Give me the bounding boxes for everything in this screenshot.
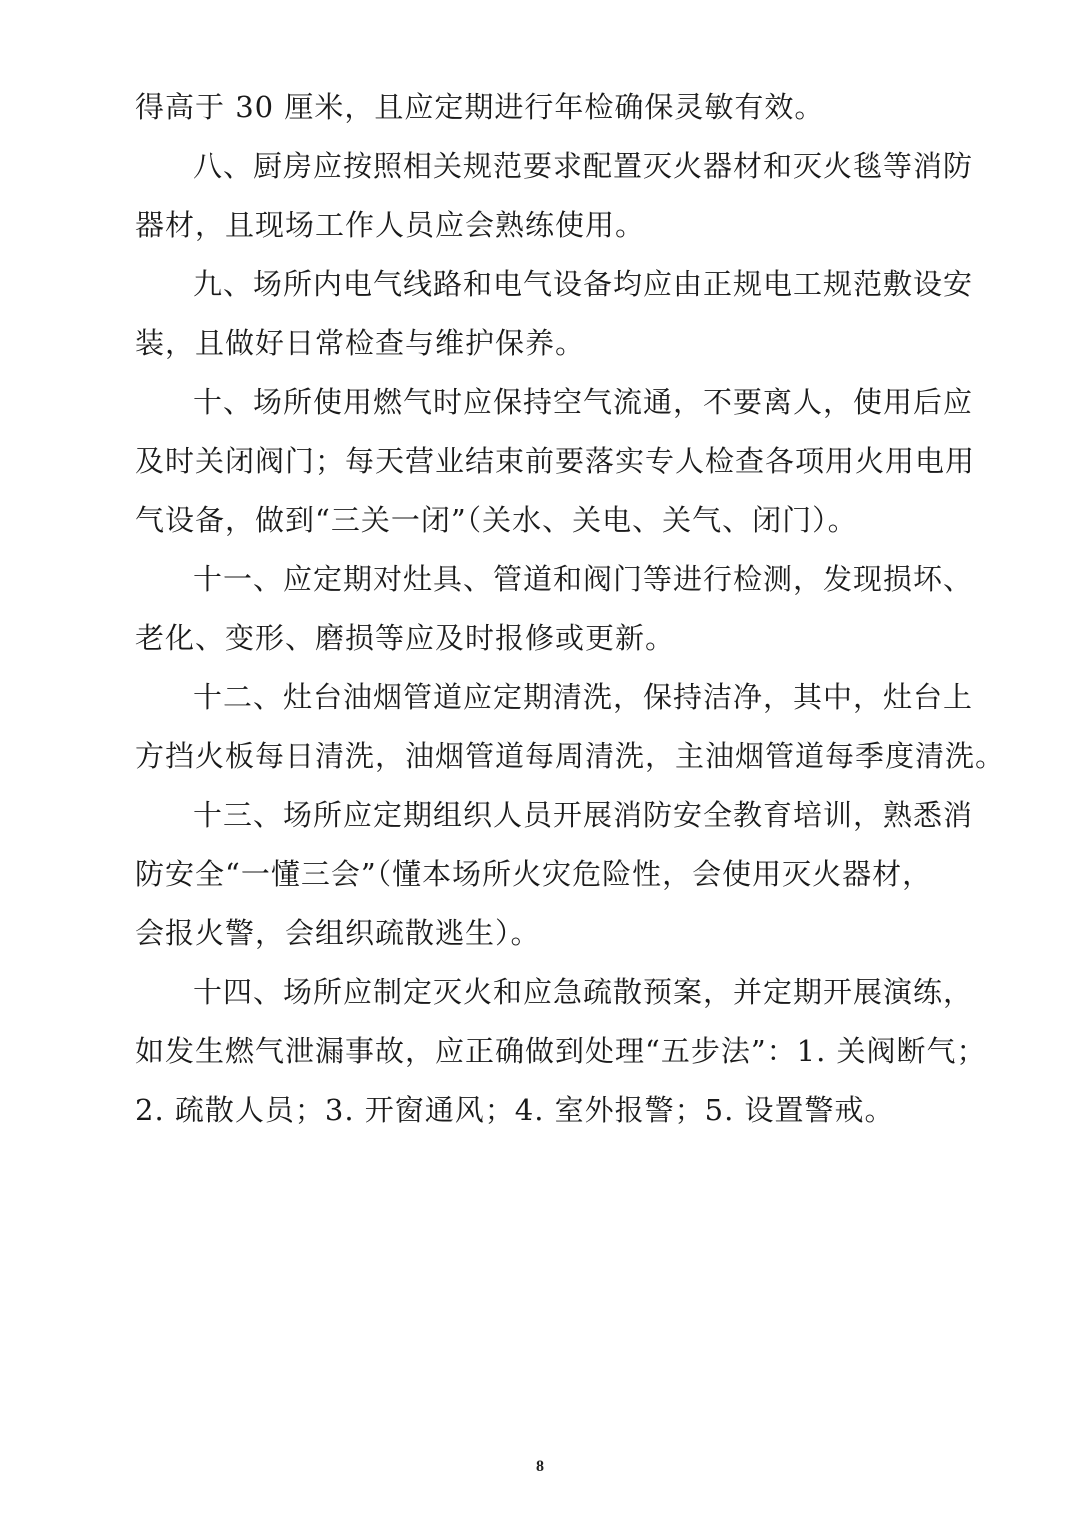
text-line: 九、场所内电气线路和电气设备均应由正规电工规范敷设安 <box>193 267 974 301</box>
text-line: 十一、应定期对灶具、管道和阀门等进行检测，发现损坏、 <box>193 562 974 596</box>
paragraph-item-11 <box>135 550 974 668</box>
document-body <box>135 78 1006 1140</box>
text-line: 十三、场所应定期组织人员开展消防安全教育培训，熟悉消 <box>193 798 974 832</box>
text-line: 器材，且现场工作人员应会熟练使用。 <box>135 208 646 242</box>
text-line: 如发生燃气泄漏事故，应正确做到处理“五步法”：1. 关阀断气； <box>135 1034 987 1068</box>
page-number: 8 <box>536 1458 544 1475</box>
paragraph-item-8 <box>135 137 974 255</box>
text-line: 十四、场所应制定灭火和应急疏散预案，并定期开展演练， <box>193 975 974 1009</box>
paragraph-item-13 <box>135 786 974 963</box>
text-line: 十二、灶台油烟管道应定期清洗，保持洁净，其中，灶台上 <box>193 680 974 714</box>
text-line: 八、厨房应按照相关规范要求配置灭火器材和灭火毯等消防 <box>193 149 974 183</box>
paragraph-continued <box>135 78 915 137</box>
text-line: 防安全“一懂三会”（懂本场所火灾危险性，会使用灭火器材， <box>135 857 933 891</box>
text-line: 装，且做好日常检查与维护保养。 <box>135 326 586 360</box>
paragraph-item-9 <box>135 255 974 373</box>
paragraph-item-14 <box>135 963 987 1140</box>
text-line: 老化、变形、磨损等应及时报修或更新。 <box>135 621 676 655</box>
text-line: 气设备，做到“三关一闭”（关水、关电、关气、闭门）。 <box>135 503 858 537</box>
text-line: 及时关闭阀门；每天营业结束前要落实专人检查各项用火用电用 <box>135 444 976 478</box>
paragraph-item-12 <box>135 668 1006 786</box>
text-line: 十、场所使用燃气时应保持空气流通，不要离人，使用后应 <box>193 385 974 419</box>
text-line: 会报火警，会组织疏散逃生）。 <box>135 916 541 950</box>
text-line: 得高于 30 厘米，且应定期进行年检确保灵敏有效。 <box>135 90 825 124</box>
paragraph-item-10 <box>135 373 976 550</box>
text-line: 方挡火板每日清洗，油烟管道每周清洗，主油烟管道每季度清洗。 <box>135 739 1006 773</box>
text-line: 2. 疏散人员；3. 开窗通风；4. 室外报警；5. 设置警戒。 <box>135 1093 895 1127</box>
